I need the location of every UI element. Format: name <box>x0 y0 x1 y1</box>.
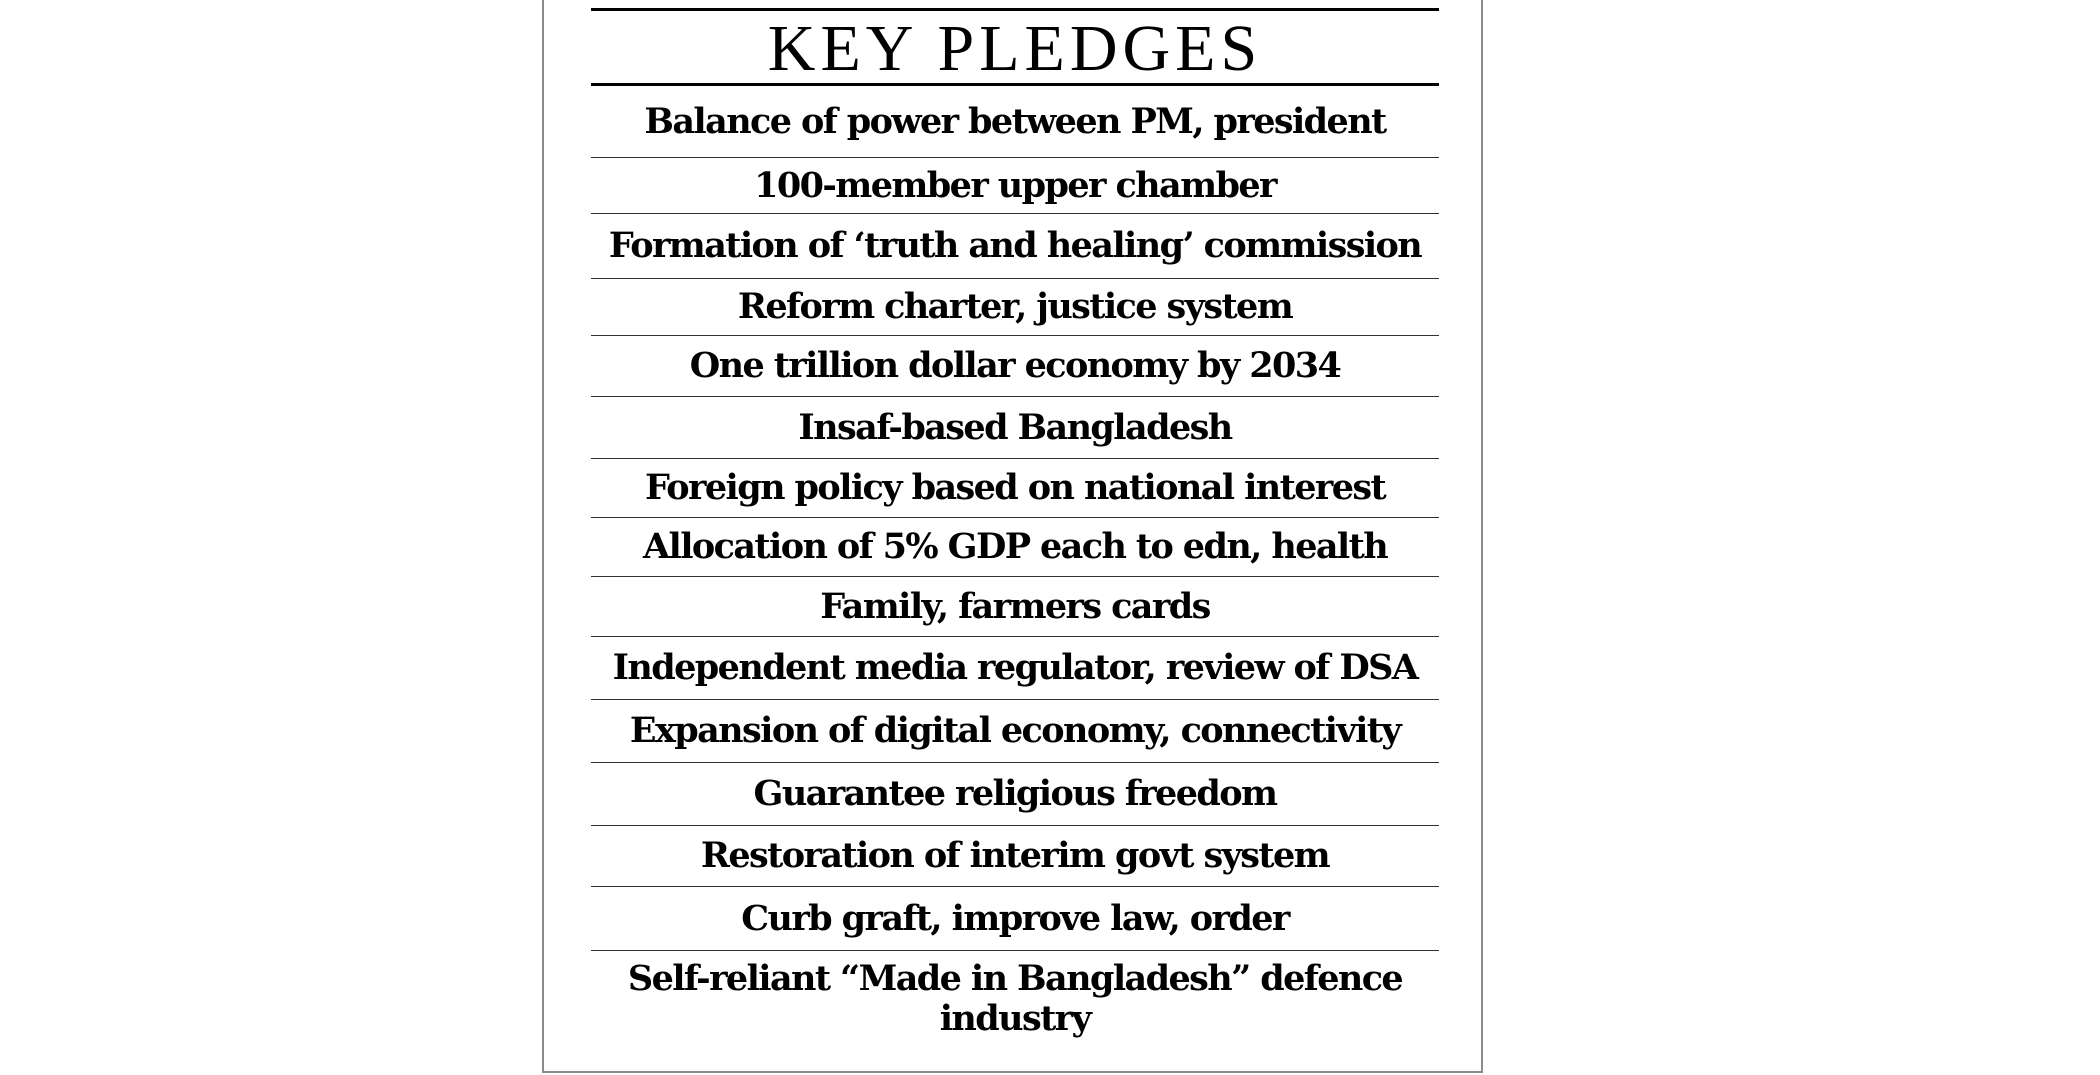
pledge-item: Balance of power between PM, president <box>591 86 1439 158</box>
pledge-item: Reform charter, justice system <box>591 279 1439 336</box>
title-block <box>591 8 1439 86</box>
pledge-item: Expansion of digital economy, connectivity <box>591 700 1439 763</box>
pledge-item: Curb graft, improve law, order <box>591 887 1439 951</box>
pledge-list <box>591 86 1439 1051</box>
pledge-item: Insaf-based Bangladesh <box>591 397 1439 459</box>
key-pledges-panel <box>591 8 1439 1051</box>
panel-title: KEY PLEDGES <box>767 12 1263 85</box>
pledge-item: Guarantee religious freedom <box>591 763 1439 826</box>
pledge-item: Formation of ‘truth and healing’ commission <box>591 214 1439 279</box>
pledge-item: Allocation of 5% GDP each to edn, health <box>591 518 1439 577</box>
pledge-item: 100-member upper chamber <box>591 158 1439 214</box>
pledge-item: Self-reliant “Made in Bangladesh” defence industry <box>627 958 1403 1039</box>
pledge-item: Restoration of interim govt system <box>591 826 1439 887</box>
pledge-item: Family, farmers cards <box>591 577 1439 637</box>
pledge-item: Foreign policy based on national interest <box>591 459 1439 518</box>
pledge-item: One trillion dollar economy by 2034 <box>591 336 1439 397</box>
pledge-item: Independent media regulator, review of DSA <box>591 637 1439 700</box>
